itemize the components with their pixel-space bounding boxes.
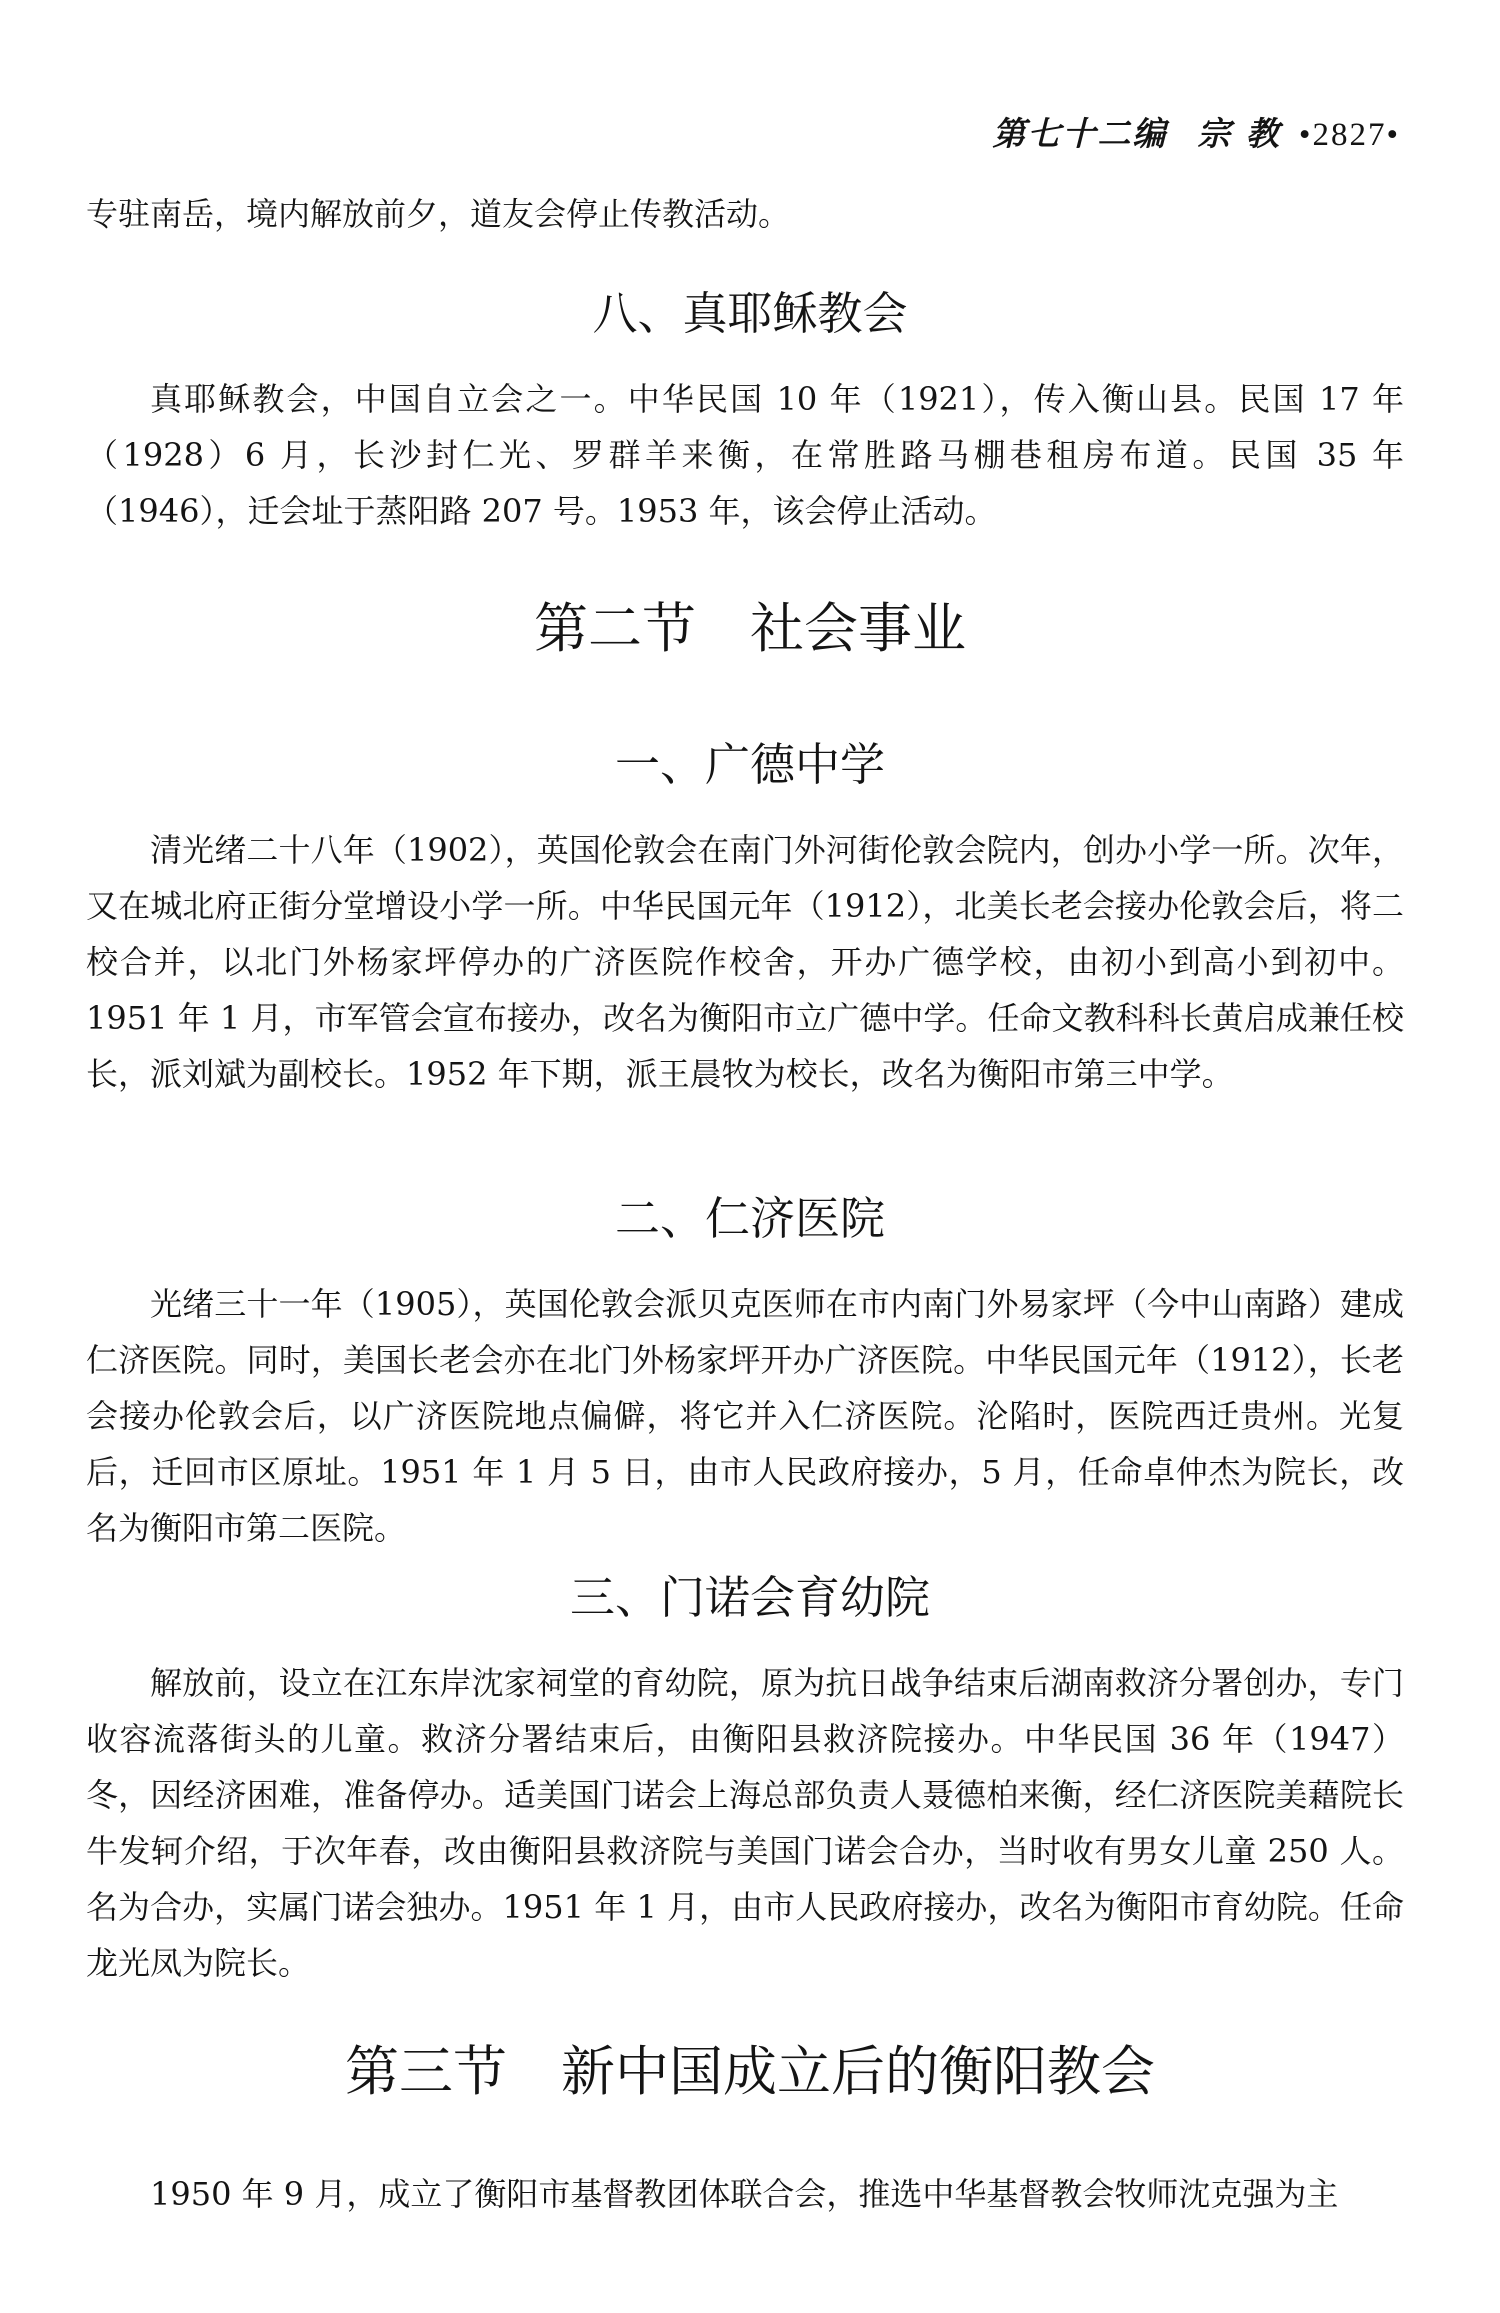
header-page-number: •2827• [1298, 117, 1400, 153]
subheading-guangde-school: 一、广德中学 [614, 738, 885, 791]
subheading-true-jesus-church: 八、真耶稣教会 [592, 287, 908, 340]
subheading-mennonite-orphanage: 三、门诺会育幼院 [569, 1571, 930, 1624]
continued-paragraph: 专驻南岳，境内解放前夕，道友会停止传教活动。 [86, 195, 791, 233]
header-volume-title: 第七十二编 [992, 114, 1168, 153]
section-heading-post-1949-church: 第三节 新中国成立后的衡阳教会 [345, 2040, 1155, 2103]
paragraph-true-jesus-church: 真耶稣教会，中国自立会之一。中华民国 10 年（1921），传入衡山县。民国 17 年（1928）6 月，长沙封仁光、罗群羊来衡，在常胜路马棚巷租房布道。民国 35 年（1946），迁会址于蒸阳路 207 号。1953 年，该会停止活动。 [86, 380, 1404, 530]
paragraph-guangde-school: 清光绪二十八年（1902），英国伦敦会在南门外河街伦敦会院内，创办小学一所。次年，又在城北府正街分堂增设小学一所。中华民国元年（1912），北美长老会接办伦敦会后，将二校合并，以北门外杨家坪停办的广济医院作校舍，开办广德学校，由初小到高小到初中。1951 年 1 月，市军管会宣布接办，改名为衡阳市立广德中学。任命文教科科长黄启成兼任校长，派刘斌为副校长。1952 年下期，派王晨牧为校长，改名为衡阳市第三中学。 [86, 831, 1404, 1093]
section-heading-social-undertakings: 第二节 社会事业 [534, 597, 966, 660]
running-header [992, 108, 1400, 155]
paragraph-federation-1950: 1950 年 9 月，成立了衡阳市基督教团体联合会，推选中华基督教会牧师沈克强为主 [150, 2175, 1339, 2213]
subheading-renji-hospital: 二、仁济医院 [614, 1192, 885, 1245]
paragraph-renji-hospital: 光绪三十一年（1905），英国伦敦会派贝克医师在市内南门外易家坪（今中山南路）建成仁济医院。同时，美国长老会亦在北门外杨家坪开办广济医院。中华民国元年（1912），长老会接办伦敦会后，以广济医院地点偏僻，将它并入仁济医院。沦陷时，医院西迁贵州。光复后，迁回市区原址。1951 年 1 月 5 日，由市人民政府接办，5 月，任命卓仲杰为院长，改名为衡阳市第二医院。 [86, 1285, 1404, 1547]
header-section-title: 宗 教 [1197, 114, 1281, 153]
paragraph-mennonite-orphanage: 解放前，设立在江东岸沈家祠堂的育幼院，原为抗日战争结束后湖南救济分署创办，专门收容流落街头的儿童。救济分署结束后，由衡阳县救济院接办。中华民国 36 年（1947）冬，因经济困难，准备停办。适美国门诺会上海总部负责人聂德柏来衡，经仁济医院美藉院长牛发轲介绍，于次年春，改由衡阳县救济院与美国门诺会合办，当时收有男女儿童 250 人。名为合办，实属门诺会独办。1951 年 1 月，由市人民政府接办，改名为衡阳市育幼院。任命龙光凤为院长。 [86, 1664, 1404, 1982]
